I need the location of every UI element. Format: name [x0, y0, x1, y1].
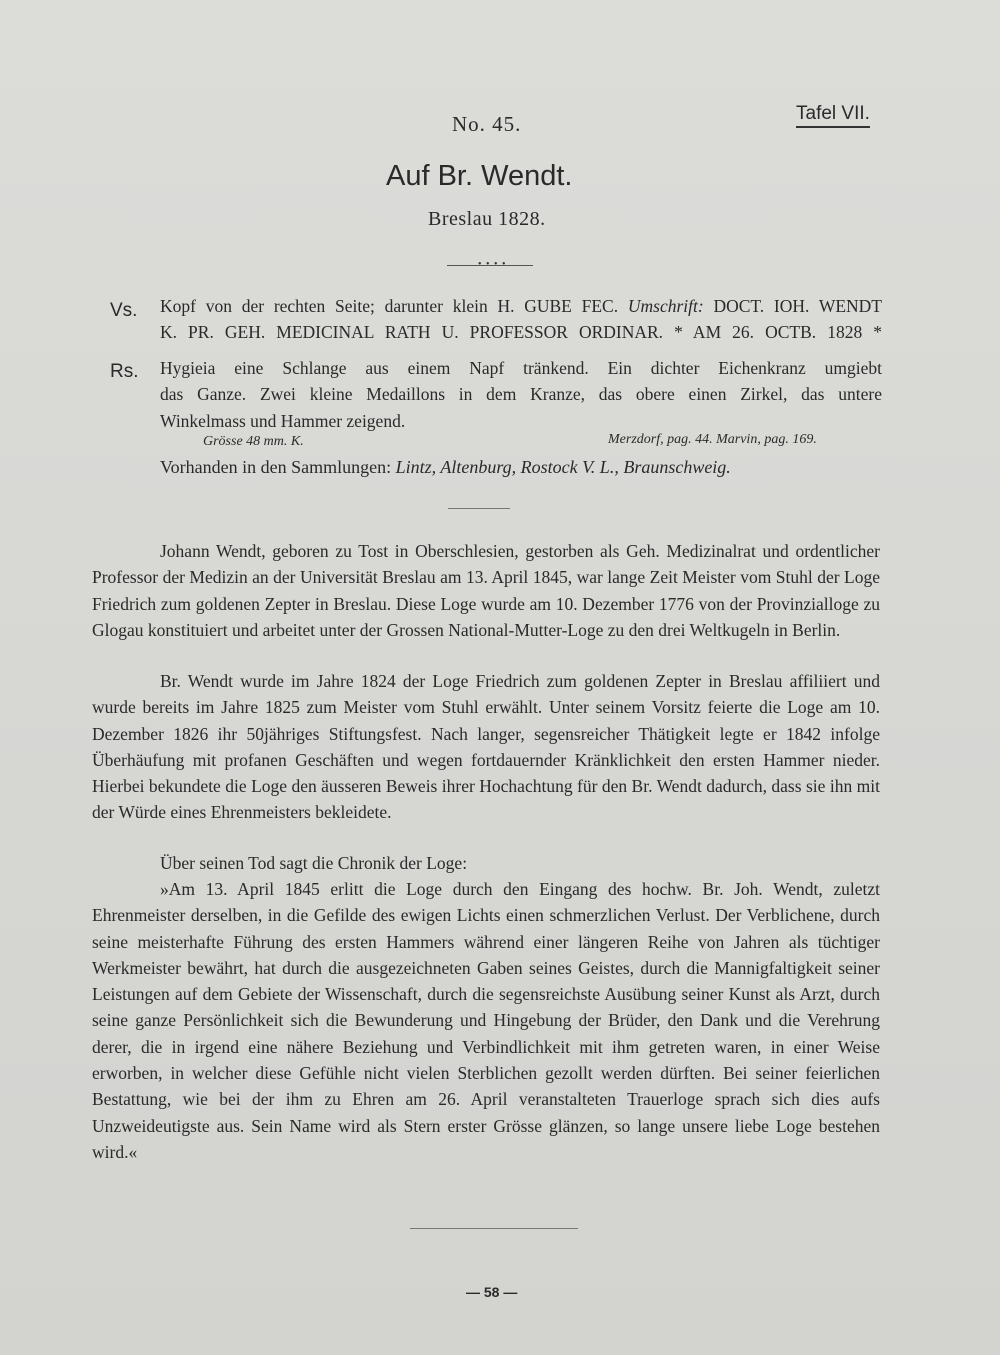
paragraph-3: Über seinen Tod sagt die Chronik der Loge:	[160, 853, 468, 873]
page-number: — 58 —	[466, 1284, 518, 1300]
obverse-text-b: Umschrift:	[627, 296, 704, 316]
obverse-line-2: K. PR. GEH. MEDICINAL RATH U. PROFESSOR ORDINAR. * AM 26. OCTB. 1828 *	[160, 322, 882, 342]
paragraph-2: Br. Wendt wurde im Jahre 1824 der Loge Friedrich zum goldenen Zepter in Breslau affiliiert und wurde bereits im Jahre 1825 zum Meister vom Stuhl erwählt. Unter seinem Vorsitz feierte die Loge am 10. Dezember 1826 ihr 50jähriges Stiftungsfest. Nach langer, segensreicher Thätigkeit legte er 1842 infolge Überhäufung mit profanen Geschäften und wegen fortdauernder Kränklichkeit den ersten Hammer nieder. Hierbei bekundete die Loge den äusseren Beweis ihrer Hochachtung für den Br. Wendt dadurch, dass sie ihn mit der Würde eines Ehrenmeisters bekleidete.	[92, 671, 880, 823]
reverse-label: Rs.	[110, 361, 139, 382]
medal-number: No. 45.	[452, 112, 522, 136]
obverse-label: Vs.	[110, 300, 138, 321]
collections-line	[160, 457, 731, 478]
plate-label: Tafel VII.	[796, 103, 870, 128]
medal-size: Grösse 48 mm. K.	[203, 434, 304, 449]
collections-list: Lintz, Altenburg, Rostock V. L., Braunschweig.	[395, 457, 731, 477]
collections-prefix: Vorhanden in den Sammlungen:	[160, 457, 396, 477]
obverse-line-1	[160, 296, 882, 317]
paragraph-4: »Am 13. April 1845 erlitt die Loge durch den Eingang des hochw. Br. Joh. Wendt, zuletzt Ehrenmeister derselben, in die Gefilde des ewigen Lichts einen schmerzlichen Verlust. Der Verblichene, durch seine meisterhafte Führung des ersten Hammers während einer längeren Reihe von Jahren als tüchtiger Werkmeister bewährt, hat durch die ausgezeichneten Gaben seines Geistes, durch die Mannigfaltigkeit seiner Leistungen auf dem Gebiete der Wissenschaft, durch die segensreichste Ausübung seiner Kunst als Arzt, durch seine ganze Persönlichkeit sich die Bewunderung und Hingebung der Brüder, den Dank und die Verehrung derer, die in irgend eine nähere Beziehung und Verbindlichkeit mit ihm getreten waren, in einer Weise erworben, in welcher diese Gefühle nicht vielen Sterblichen gezollt werden dürften. Bei seiner feierlichen Bestattung, wie bei der ihm zu Ehren am 26. April veranstalteten Trauerloge sprach sich dies aufs Unzweideutigste aus. Sein Name wird als Stern erster Grösse glänzen, so lange unsere liebe Loge bestehen wird.«	[92, 879, 880, 1162]
paragraph-1: Johann Wendt, geboren zu Tost in Oberschlesien, gestorben als Geh. Medizinalrat und ordentlicher Professor der Medizin an der Universität Breslau am 13. April 1845, war lange Zeit Meister vom Stuhl der Loge Friedrich zum goldenen Zepter in Breslau. Diese Loge wurde am 10. Dezember 1776 von der Provinzialloge zu Glogau konstituiert und arbeitet unter der Grossen National-Mutter-Loge zu den drei Weltkugeln in Berlin.	[92, 541, 880, 640]
references: Merzdorf, pag. 44. Marvin, pag. 169.	[608, 432, 817, 447]
obverse-text-c: DOCT. IOH. WENDT	[703, 296, 882, 316]
section-divider	[448, 508, 510, 509]
place-year: Breslau 1828.	[428, 208, 546, 230]
page-title: Auf Br. Wendt.	[386, 160, 573, 192]
end-divider	[410, 1228, 578, 1229]
ornament-dots: • • • •	[478, 259, 507, 270]
reverse-line-1: Hygieia eine Schlange aus einem Napf tränkend. Ein dichter Eichenkranz umgiebt	[160, 358, 882, 378]
reverse-line-2: das Ganze. Zwei kleine Medaillons in dem Kranze, das obere einen Zirkel, das untere	[160, 384, 882, 404]
obverse-text-a: Kopf von der rechten Seite; darunter klein H. GUBE FEC.	[160, 296, 628, 316]
reverse-line-3: Winkelmass und Hammer zeigend.	[160, 411, 406, 431]
